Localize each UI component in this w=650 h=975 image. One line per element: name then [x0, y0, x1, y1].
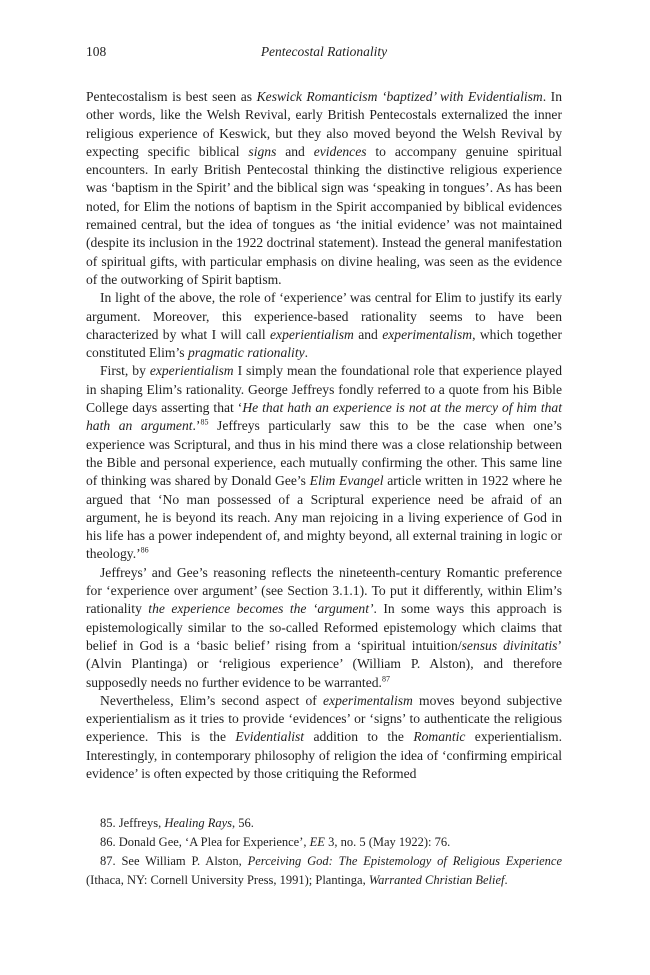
footnote-ref: 87: [381, 673, 390, 683]
paragraph: [86, 362, 562, 563]
italic-text: Keswick Romanticism ‘baptized’ with Evidentialism: [256, 89, 543, 104]
text-run: I simply mean the foundational role that experience played in shaping Elim’s rationality. George Jeffreys fondly referred to a quote from his Bible College days asserting that ‘: [86, 363, 562, 416]
paragraph: [86, 88, 562, 289]
paragraph: [86, 564, 562, 692]
text-run: First, by: [100, 363, 150, 379]
text-run: 87. See William P. Alston,: [100, 854, 248, 868]
text-run: Jeffreys particularly saw this to be the case when one’s experience was Scriptural, and thus in his mind there was a close relationship between the Bible and personal experience, each mutually confirming the other. This same line of thinking was shared by Donald Gee’s: [86, 418, 562, 489]
text-run: . In some ways this approach is epistemologically similar to the so-called Reformed epistemology which claims that belief in God is a ‘basic belief’ rising from a ‘spiritual intuition/: [86, 601, 562, 653]
text-run: . In other words, like the Welsh Revival, early British Pentecostals externalized the inner religious experience of Keswick, but they also moved beyond the Welsh Revival by expecting specific biblical: [86, 89, 562, 159]
italic-text: experientialism: [270, 326, 354, 342]
italic-text: sensus divinitatis: [461, 637, 558, 653]
footnote: [86, 814, 562, 833]
italic-text: experimentalism: [382, 326, 473, 342]
italic-text: evidences: [313, 143, 367, 159]
text-run: In light of the above, the role of ‘experience’ was central for Elim to justify its early argument. Moreover, this experience-based rationality seems to have been characterized by what I will call: [86, 290, 562, 342]
footnotes: [86, 814, 562, 890]
text-run: 85. Jeffreys,: [100, 816, 165, 830]
italic-text: the experience becomes the ‘argument’: [148, 601, 374, 617]
text-run: moves beyond subjective experientialism as it tries to provide ‘evidences’ or ‘signs’ to authenticate the religious experience. This is the: [86, 692, 562, 745]
italic-text: experimentalism: [323, 692, 413, 708]
paragraph: [86, 289, 562, 362]
text-run: .’: [192, 418, 201, 434]
page-number: 108: [86, 44, 107, 59]
italic-text: Warranted Christian Belief: [368, 873, 505, 887]
text-run: Jeffreys’ and Gee’s reasoning reflects the nineteenth-century Romantic preference for ‘experience over argument’ (see Section 3.1.1). To put it differently, within Elim’s rationality: [86, 564, 562, 617]
italic-text: Healing Rays: [164, 816, 233, 830]
text-run: article written in 1922 where he argued that ‘No man possessed of a Scriptural experience need be afraid of an argument, he is beyond its reach. Any man rejoicing in a living experience of God in his life has a power independent of, and mighty beyond, all external training in logic or theology.’: [86, 473, 562, 562]
italic-text: EE: [309, 835, 325, 849]
text-run: .: [504, 873, 508, 887]
text-run: Pentecostalism is best seen as: [86, 89, 257, 104]
italic-text: pragmatic rationality: [187, 345, 305, 361]
text-run: and: [353, 326, 383, 342]
text-run: ’ (Alvin Plantinga) or ‘religious experience’ (William P. Alston), and therefore supposedly needs no further evidence to be warranted.: [86, 637, 562, 690]
body-text: [86, 88, 562, 783]
text-run: 86. Donald Gee, ‘A Plea for Experience’,: [100, 835, 310, 849]
italic-text: experientialism: [149, 363, 234, 379]
paragraph: [86, 692, 562, 783]
footnote: [86, 852, 562, 890]
text-run: and: [276, 143, 314, 159]
text-run: , which together constituted Elim’s: [86, 326, 562, 361]
text-run: experientialism. Interestingly, in contemporary philosophy of religion the idea of ‘confirming empirical evidence’ is often expected by those critiquing the Reformed: [86, 729, 562, 781]
text-run: .: [304, 345, 309, 361]
text-run: , 56.: [232, 816, 254, 830]
footnote-ref: 85: [200, 417, 209, 427]
text-run: 3, no. 5 (May 1922): 76.: [324, 835, 451, 849]
italic-text: Elim Evangel: [309, 473, 384, 489]
text-run: Nevertheless, Elim’s second aspect of: [100, 692, 323, 708]
running-title: Pentecostal Rationality: [260, 44, 388, 59]
text-run: addition to the: [304, 729, 414, 745]
text-run: to accompany genuine spiritual encounters. In early British Pentecostal thinking the distinctive religious experience was ‘baptism in the Spirit’ and the biblical sign was ‘speaking in tongues’. As has been noted, for Elim the notions of baptism in the Spirit accompanied by biblical evidences remained central, but the idea of tongues as ‘the initial evidence’ was not maintained (despite its inclusion in the 1922 doctrinal statement). Instead the general manifestation of spiritual gifts, with particular emphasis on divine healing, was seen as the evidence of the outworking of Spirit baptism.: [86, 143, 562, 287]
italic-text: signs: [248, 143, 277, 159]
page-header: [86, 44, 562, 64]
footnote-ref: 86: [140, 545, 149, 555]
text-run: (Ithaca, NY: Cornell University Press, 1991); Plantinga,: [86, 873, 369, 887]
italic-text: Perceiving God: The Epistemology of Religious Experience: [247, 854, 562, 868]
italic-text: Romantic: [413, 729, 466, 745]
footnote: [86, 833, 562, 852]
italic-text: He that hath an experience is not at the mercy of him that hath an argument: [86, 400, 562, 434]
italic-text: Evidentialist: [235, 729, 305, 745]
